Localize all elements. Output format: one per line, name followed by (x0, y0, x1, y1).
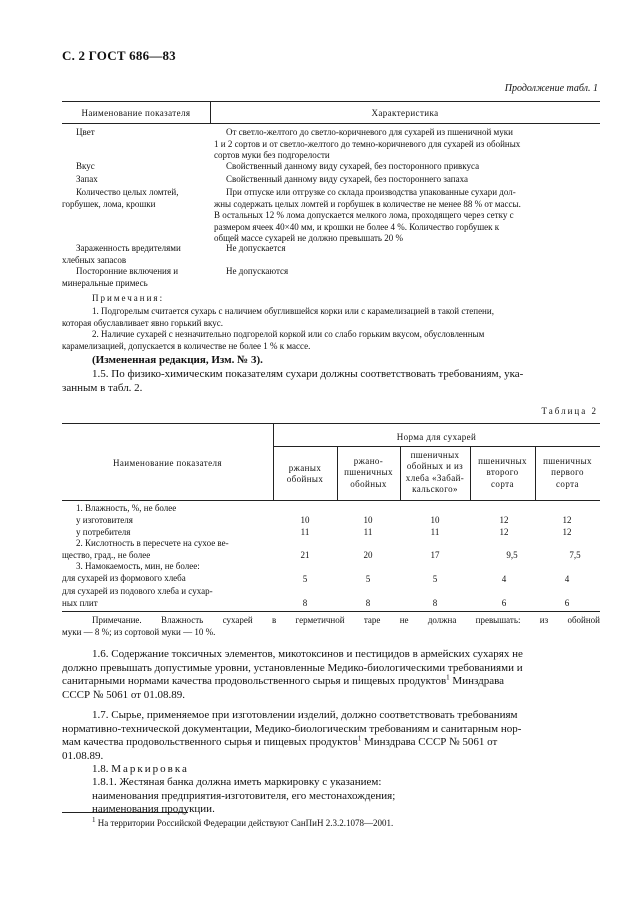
table2-col-header: пшеничных второго сорта (478, 456, 527, 489)
table1-row-value: общей массе сухарей не должно превышать 20 % (214, 233, 403, 243)
amendment-note: (Измененная редакция, Изм. № 3). (92, 354, 263, 366)
table1-row-name: Количество целых ломтей, (76, 187, 179, 197)
table2-cell: 5 (365, 574, 371, 584)
page-header: С. 2 ГОСТ 686—83 (62, 48, 176, 63)
table2-cell: 11 (300, 526, 310, 537)
table1-notes-title: Примечания: (92, 293, 165, 303)
table2-label: Таблица 2 (541, 406, 598, 416)
section-1-8-heading: 1.8. Маркировка (92, 762, 189, 775)
table2-row-label: щество, град., не более (62, 549, 151, 560)
table1-row-name: хлебных запасов (62, 254, 127, 265)
table2-row-label: ных плит (62, 597, 98, 608)
table2-note: муки — 8 %; из сортовой муки — 10 %. (62, 626, 216, 637)
footnote: $^1$ На территории Российской Федерации действуют СанПиН 2.3.2.1078—2001. (92, 816, 394, 828)
table2-row-label: 2. Кислотность в пересчете на сухое ве- (76, 538, 229, 548)
table2-col-header: ржано- пшеничных обойных (344, 456, 393, 489)
table2-cell: 5 (302, 574, 308, 584)
table2-cell: 12 (562, 526, 572, 537)
paragraph-1-8-1: наименования продукции. (92, 803, 215, 815)
document-page: С. 2 ГОСТ 686—83 Продолжение табл. 1 Наименование показателя Характеристика Цвет От светло-желтого до светло-коричневого для сухарей из пшеничной муки 1 и 2 сортов и от светло-желтого до темно-коричневого для сухарей из обойных сортов муки без подгорелости Вкус Свойственный данному виду сухарей, без посторонного привкуса Запах Свойственный данному виду сухарей, без постороннего запаха Количество целых ломтей, горбушек, лома, крошки При отпуске или отгрузке со склада производства упакованные сухари дол- жны содержать целых ломтей и горбушек в количестве не менее 88 % от массы. В остальных 12 % лома допускается мелкого лома, проходящего через сетку с размером ячеек 40×40 мм, и крошки не более 4 %. Количество горбушек к общей массе сухарей не должно превышать 20 % Зараженность вредителями хлебных запасов Не допускается Посторонние включения и минеральные примесь Не допускаются Примечания: 1. Подгорелым считается сухарь с наличием обуглившейся корки или с карамелизацией в такой степени, которая обуславливает явно горький вкус. 2. Наличие сухарей с незначительно подгорелой коркой или со слабо горьким вкусом, обусловленным карамелизацией, допускается в количестве не более 1 % к массе. (Измененная редакция, Изм. № 3). 1.5. По физико-химическим показателям сухари должны соответствовать требованиям, ука- занным в табл. 2. Таблица 2 Наименование показателя Норма для сухарей ржаных обойных ржано- пшеничных обойных пшеничных обойных и из хлеба «Забай- кальского» пшеничных второго сорта пшеничных первого сорта 1. Влажность, %, не более у изготовителя у потребителя 2. Кислотность в пересчете на сухое ве- щество, град., не более 3. Намокаемость, мин, не более: для сухарей из формового хлеба для сухарей из подового хлеба и сухар- ных плит 10 10 10 12 12 11 11 11 12 12 21 20 17 9,5 7,5 5 5 5 4 4 8 8 8 6 6 Примечание. Влажность сухарей в герметичной таре не должна превышать: из обойной муки — 8 %; из сортовой муки — 10 %. 1.6. Содержание токсичных элементов, микотоксинов и пестицидов в армейских сухарях не должно превышать допустимые уровни, установленные Медико-биологическими требованиями и санитарными нормами качества продовольственного сырья и пищевых продуктов$^1$ Минздрава СССР № 5061 от 01.08.89. 1.7. Сырье, применяемое при изготовлении изделий, должно соответствовать требованиям нормативно-технической документации, Медико-биологическим требованиям и санитарным нор- мам качества продовольственного сырья и пищевых продуктов$^1$ Минздрава СССР № 5061 от 01.08.89. 1.8. Маркировка 1.8.1. Жестяная банка должна иметь маркировку с указанием: наименования предприятия-изготовителя, его местонахождения; наименования продукции. $^1$ На территории Российской Федерации действуют СанПиН 2.3.2.1078—2001. (0, 0, 630, 913)
table1-row-value: Не допускается (226, 243, 286, 253)
paragraph-1-5: 1.5. По физико-химическим показателям сухари должны соответствовать требованиям, ука- (92, 368, 524, 380)
table1-row-value: размером ячеек 40×40 мм, и крошки не более 4 %. Количество горбушек к (214, 221, 500, 232)
table1-note: карамелизацией, допускается в количестве не более 1 % к массе. (62, 340, 311, 351)
paragraph-1-5: занным в табл. 2. (62, 382, 143, 394)
table2-group-header: Норма для сухарей (396, 432, 477, 442)
table1-row-name: Зараженность вредителями (76, 243, 181, 253)
table-continuation-label: Продолжение табл. 1 (504, 83, 598, 94)
table1-row-name: Цвет (76, 127, 95, 137)
table1-row-name: минеральные примесь (62, 277, 148, 288)
table2-cell: 12 (562, 515, 572, 525)
table2-cell: 4 (501, 574, 507, 584)
table2-cell: 6 (501, 597, 507, 608)
table1-note: 2. Наличие сухарей с незначительно подгорелой коркой или со слабо горьким вкусом, обусловленным (92, 329, 485, 339)
table1-row-value: При отпуске или отгрузке со склада производства упакованные сухари дол- (226, 187, 516, 197)
table2-cell: 12 (499, 526, 509, 537)
table2-cell: 5 (432, 574, 438, 584)
table2-cell: 7,5 (569, 549, 581, 560)
table2-cell: 10 (300, 515, 310, 525)
table2-cell: 10 (363, 515, 373, 525)
table1-col-header-name: Наименование показателя (81, 108, 191, 118)
table2-cell: 8 (302, 597, 308, 608)
table2-note: Примечание. Влажность сухарей в герметичной таре не должна превышать: из обойной (92, 615, 600, 625)
table2-cell: 6 (564, 597, 570, 608)
table1-row-value: Не допускаются (226, 266, 289, 276)
table1-row-name: Посторонние включения и (76, 266, 179, 276)
table1-note: которая обуславливает явно горький вкус. (62, 317, 223, 328)
table2-cell: 8 (365, 597, 371, 608)
table2-row-label: у потребителя (76, 526, 131, 537)
table2-cell: 11 (430, 526, 440, 537)
table2-row-label: для сухарей из подового хлеба и сухар- (62, 586, 213, 596)
table1-row-name: Вкус (76, 161, 95, 171)
footnote-ref: 1 (446, 673, 450, 682)
table1-row-value: сортов муки без подгорелости (214, 150, 330, 160)
paragraph-1-8-1: 1.8.1. Жестяная банка должна иметь маркировку с указанием: (92, 776, 382, 788)
table1-note: 1. Подгорелым считается сухарь с наличием обуглившейся корки или с карамелизацией в такой степени, (92, 306, 494, 316)
table2-cell: 4 (564, 574, 570, 584)
table2-row-label: у изготовителя (76, 515, 133, 525)
table2-row-label: для сухарей из формового хлеба (62, 573, 186, 583)
table1-row-value: Свойственный данному виду сухарей, без посторонного привкуса (226, 161, 480, 171)
table2-cell: 17 (430, 549, 440, 560)
paragraph-1-8-1: наименования предприятия-изготовителя, его местонахождения; (92, 789, 396, 802)
table1-row-value: жны содержать целых ломтей и горбушек в количестве не менее 88 % от массы. (214, 198, 521, 209)
table2-row-label: 1. Влажность, %, не более (76, 503, 177, 513)
footnote-ref: 1 (357, 734, 362, 743)
table2-col-header-name: Наименование показателя (113, 458, 222, 468)
table1-row-value: Свойственный данному виду сухарей, без постороннего запаха (226, 174, 468, 184)
table1-row-value: От светло-желтого до светло-коричневого для сухарей из пшеничной муки (226, 127, 513, 137)
table2-cell: 21 (300, 549, 310, 560)
table2-col-header: пшеничных первого сорта (543, 456, 592, 489)
table2-col-header: ржаных обойных (286, 463, 324, 485)
table1-row-value: 1 и 2 сортов и от светло-желтого до темно-коричневого для сухарей из обойных (214, 138, 521, 149)
table2-cell: 9,5 (506, 549, 518, 560)
table2-col-header: пшеничных обойных и из хлеба «Забай- кальского» (405, 450, 465, 494)
table2-cell: 8 (432, 597, 438, 608)
table2-row-label: 3. Намокаемость, мин, не более: (76, 561, 200, 571)
table1-row-name: Запах (76, 174, 98, 184)
table1-row-name: горбушек, лома, крошки (62, 198, 156, 209)
table2-cell: 12 (499, 515, 509, 525)
table2-cell: 20 (363, 549, 373, 560)
table2-cell: 10 (430, 515, 440, 525)
table1-row-value: В остальных 12 % лома допускается мелкого лома, проходящего через сетку с (214, 210, 514, 220)
footnote-separator (62, 812, 188, 813)
table2-cell: 11 (363, 526, 373, 537)
table1-col-header-characteristic: Характеристика (371, 108, 439, 118)
